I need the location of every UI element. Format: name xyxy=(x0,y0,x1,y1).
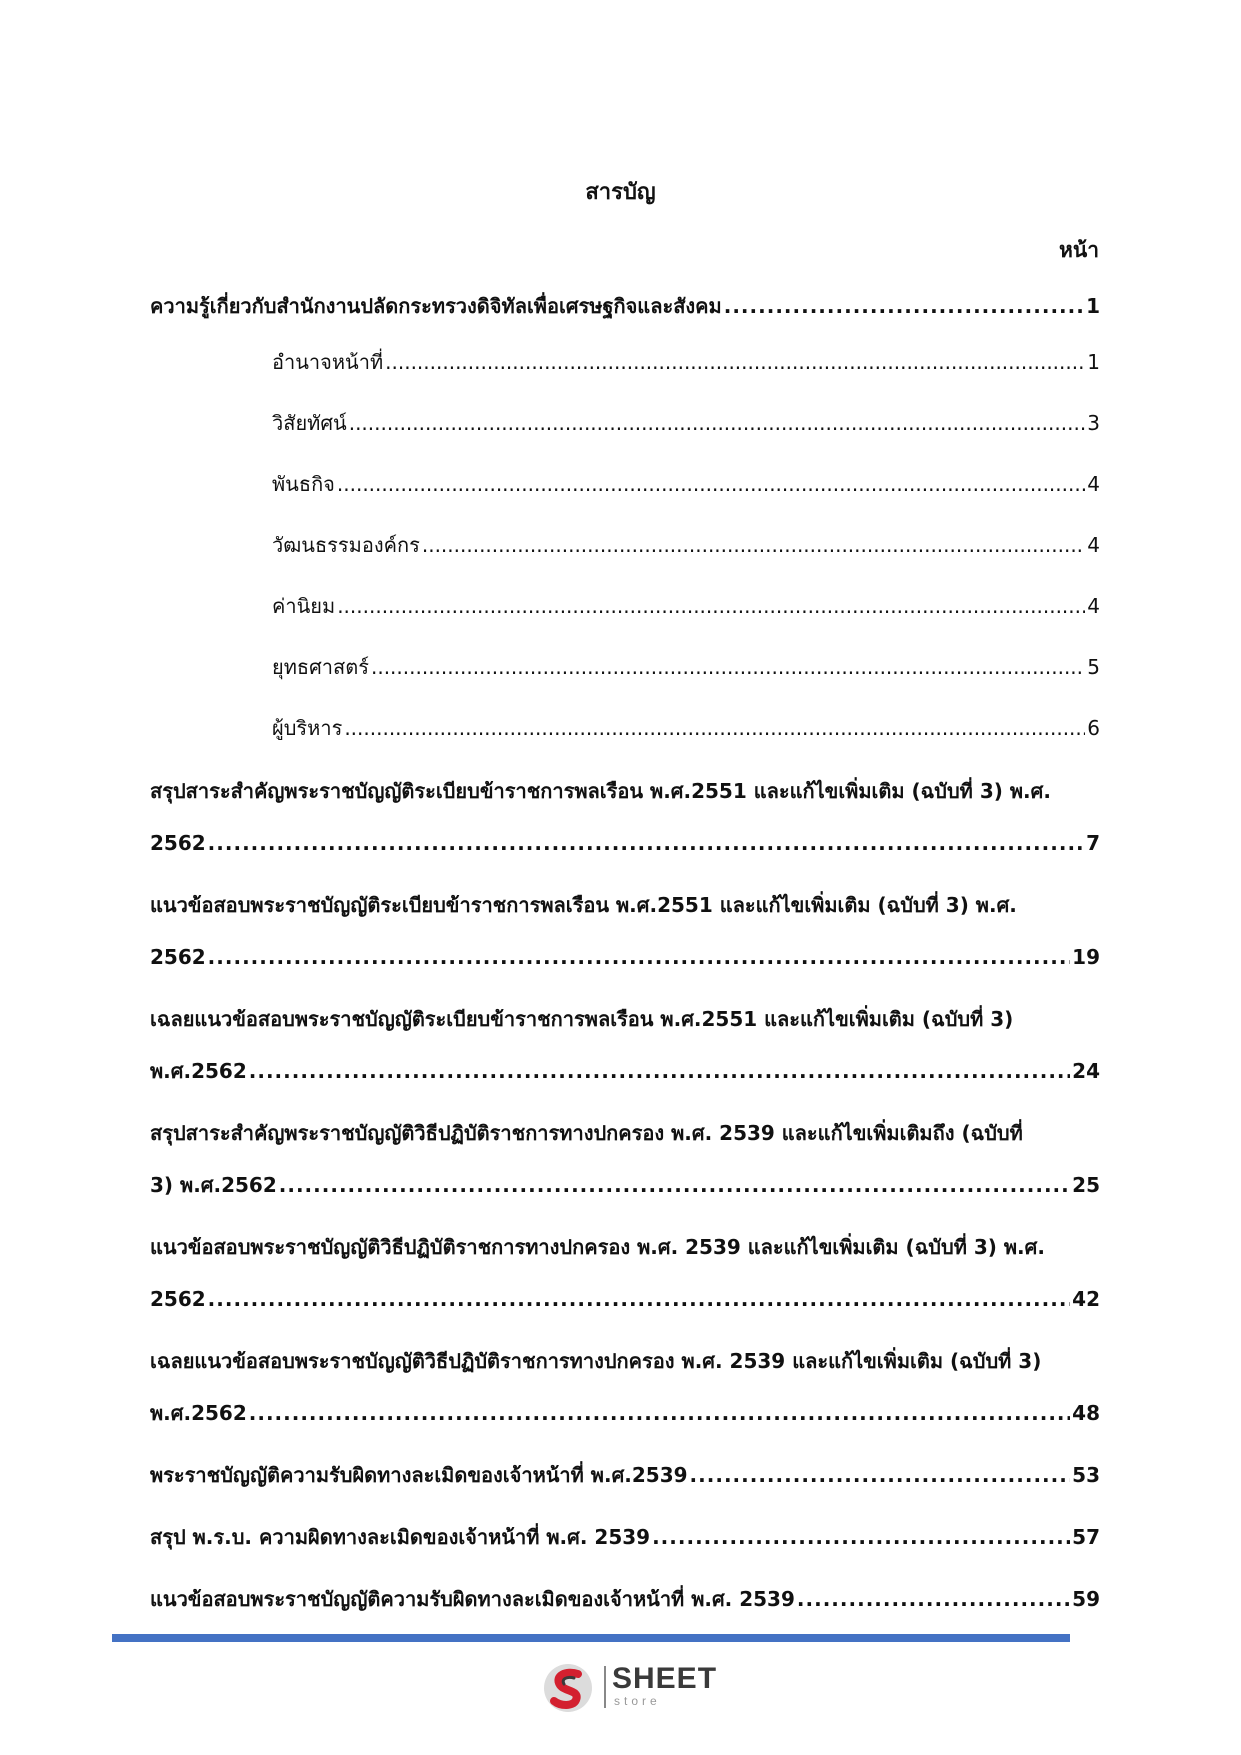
dot-leader xyxy=(690,1449,1071,1501)
table-of-contents xyxy=(150,280,1100,1625)
dot-leader xyxy=(344,698,1085,759)
toc-entry-page: 4 xyxy=(1087,533,1100,557)
toc-entry-label: วิสัยทัศน์ xyxy=(272,411,347,435)
toc-entry-page: 1 xyxy=(1087,350,1100,374)
toc-subentry[interactable] xyxy=(150,637,1100,698)
toc-entry-label: วัฒนธรรมองค์กร xyxy=(272,533,420,557)
toc-entry[interactable] xyxy=(150,1573,1100,1625)
toc-entry-label-cont: พ.ศ.2562 xyxy=(150,1059,247,1083)
toc-entry-label: แนวข้อสอบพระราชบัญญัติระเบียบข้าราชการพลเรือน พ.ศ.2551 และแก้ไขเพิ่มเติม (ฉบับที่ 3) พ.ศ. xyxy=(150,893,1017,917)
toc-entry-label: เฉลยแนวข้อสอบพระราชบัญญัติระเบียบข้าราชการพลเรือน พ.ศ.2551 และแก้ไขเพิ่มเติม (ฉบับที่ 3) xyxy=(150,1007,1014,1031)
dot-leader xyxy=(371,637,1085,698)
toc-entry-page: 5 xyxy=(1087,655,1100,679)
toc-entry-page: 25 xyxy=(1072,1173,1100,1197)
toc-entry[interactable] xyxy=(150,280,1100,332)
sheet-store-logo xyxy=(540,1660,718,1716)
toc-entry-page: 24 xyxy=(1072,1059,1100,1083)
toc-entry-label-cont: 2562 xyxy=(150,945,206,969)
logo-separator xyxy=(604,1666,606,1708)
toc-entry-page: 4 xyxy=(1087,472,1100,496)
toc-entry-label: แนวข้อสอบพระราชบัญญัติความรับผิดทางละเมิดของเจ้าหน้าที่ พ.ศ. 2539 xyxy=(150,1587,795,1611)
toc-entry[interactable] xyxy=(150,1221,1100,1325)
toc-entry-label: พันธกิจ xyxy=(272,472,335,496)
toc-entry[interactable] xyxy=(150,1107,1100,1211)
toc-entry-label: สรุปสาระสำคัญพระราชบัญญัติระเบียบข้าราชการพลเรือน พ.ศ.2551 และแก้ไขเพิ่มเติม (ฉบับที่ 3) พ.ศ. xyxy=(150,779,1051,803)
toc-entry-label-cont: พ.ศ.2562 xyxy=(150,1401,247,1425)
toc-entry-page: 42 xyxy=(1072,1287,1100,1311)
page-column-header: หน้า xyxy=(1059,238,1099,262)
toc-entry[interactable] xyxy=(150,1335,1100,1439)
page-title: สารบัญ xyxy=(585,180,656,205)
toc-entry-label-cont: 2562 xyxy=(150,1287,206,1311)
footer-rule xyxy=(112,1634,1070,1642)
toc-subentry[interactable] xyxy=(150,332,1100,393)
dot-leader xyxy=(797,1573,1070,1625)
toc-entry[interactable] xyxy=(150,1511,1100,1563)
toc-entry[interactable] xyxy=(150,993,1100,1097)
dot-leader xyxy=(249,1387,1070,1439)
dot-leader xyxy=(422,515,1085,576)
toc-subentry[interactable] xyxy=(150,393,1100,454)
toc-entry-page: 7 xyxy=(1086,831,1100,855)
dot-leader xyxy=(337,454,1085,515)
toc-entry-label: พระราชบัญญัติความรับผิดทางละเมิดของเจ้าหน้าที่ พ.ศ.2539 xyxy=(150,1463,688,1487)
toc-entry-label: แนวข้อสอบพระราชบัญญัติวิธีปฏิบัติราชการทางปกครอง พ.ศ. 2539 และแก้ไขเพิ่มเติม (ฉบับที่ 3) พ.ศ. xyxy=(150,1235,1045,1259)
dot-leader xyxy=(249,1045,1070,1097)
toc-entry-label: ค่านิยม xyxy=(272,594,336,618)
toc-entry-label-cont: 3) พ.ศ.2562 xyxy=(150,1173,277,1197)
toc-entry[interactable] xyxy=(150,765,1100,869)
toc-entry-page: 4 xyxy=(1087,594,1100,618)
toc-entry-label: อำนาจหน้าที่ xyxy=(272,350,384,374)
toc-entry-page: 57 xyxy=(1072,1525,1100,1549)
toc-entry-label: สรุปสาระสำคัญพระราชบัญญัติวิธีปฏิบัติราชการทางปกครอง พ.ศ. 2539 และแก้ไขเพิ่มเติมถึง (ฉบับที่ xyxy=(150,1121,1023,1145)
toc-entry-page: 3 xyxy=(1087,411,1100,435)
toc-entry-label: ยุทธศาสตร์ xyxy=(272,655,369,679)
toc-subentry[interactable] xyxy=(150,454,1100,515)
dot-leader xyxy=(724,280,1084,332)
dot-leader xyxy=(652,1511,1070,1563)
toc-entry-label: สรุป พ.ร.บ. ความผิดทางละเมิดของเจ้าหน้าที่ พ.ศ. 2539 xyxy=(150,1525,651,1549)
toc-entry-label: ผู้บริหาร xyxy=(272,716,343,740)
logo-subtext: store xyxy=(614,1694,661,1708)
toc-subentry[interactable] xyxy=(150,576,1100,637)
toc-entry-page: 6 xyxy=(1087,716,1100,740)
dot-leader xyxy=(208,817,1084,869)
dot-leader xyxy=(349,393,1086,454)
toc-entry-page: 53 xyxy=(1072,1463,1100,1487)
toc-entry-label-cont: 2562 xyxy=(150,831,206,855)
toc-entry-page: 59 xyxy=(1072,1587,1100,1611)
toc-entry-page: 1 xyxy=(1086,294,1100,318)
toc-entry-label: ความรู้เกี่ยวกับสำนักงานปลัดกระทรวงดิจิทัลเพื่อเศรษฐกิจและสังคม xyxy=(150,294,722,318)
dot-leader xyxy=(385,332,1085,393)
toc-entry-page: 48 xyxy=(1072,1401,1100,1425)
toc-entry[interactable] xyxy=(150,879,1100,983)
dot-leader xyxy=(279,1159,1070,1211)
dot-leader xyxy=(208,931,1070,983)
toc-entry-page: 19 xyxy=(1072,945,1100,969)
dot-leader xyxy=(208,1273,1070,1325)
toc-subentry[interactable] xyxy=(150,515,1100,576)
dot-leader xyxy=(337,576,1085,637)
logo-wordmark: SHEET xyxy=(612,1662,718,1695)
logo-s-icon xyxy=(540,1660,596,1716)
toc-entry[interactable] xyxy=(150,1449,1100,1501)
toc-subentry[interactable] xyxy=(150,698,1100,759)
toc-entry-label: เฉลยแนวข้อสอบพระราชบัญญัติวิธีปฏิบัติราชการทางปกครอง พ.ศ. 2539 และแก้ไขเพิ่มเติม (ฉบับที่ 3) xyxy=(150,1349,1042,1373)
